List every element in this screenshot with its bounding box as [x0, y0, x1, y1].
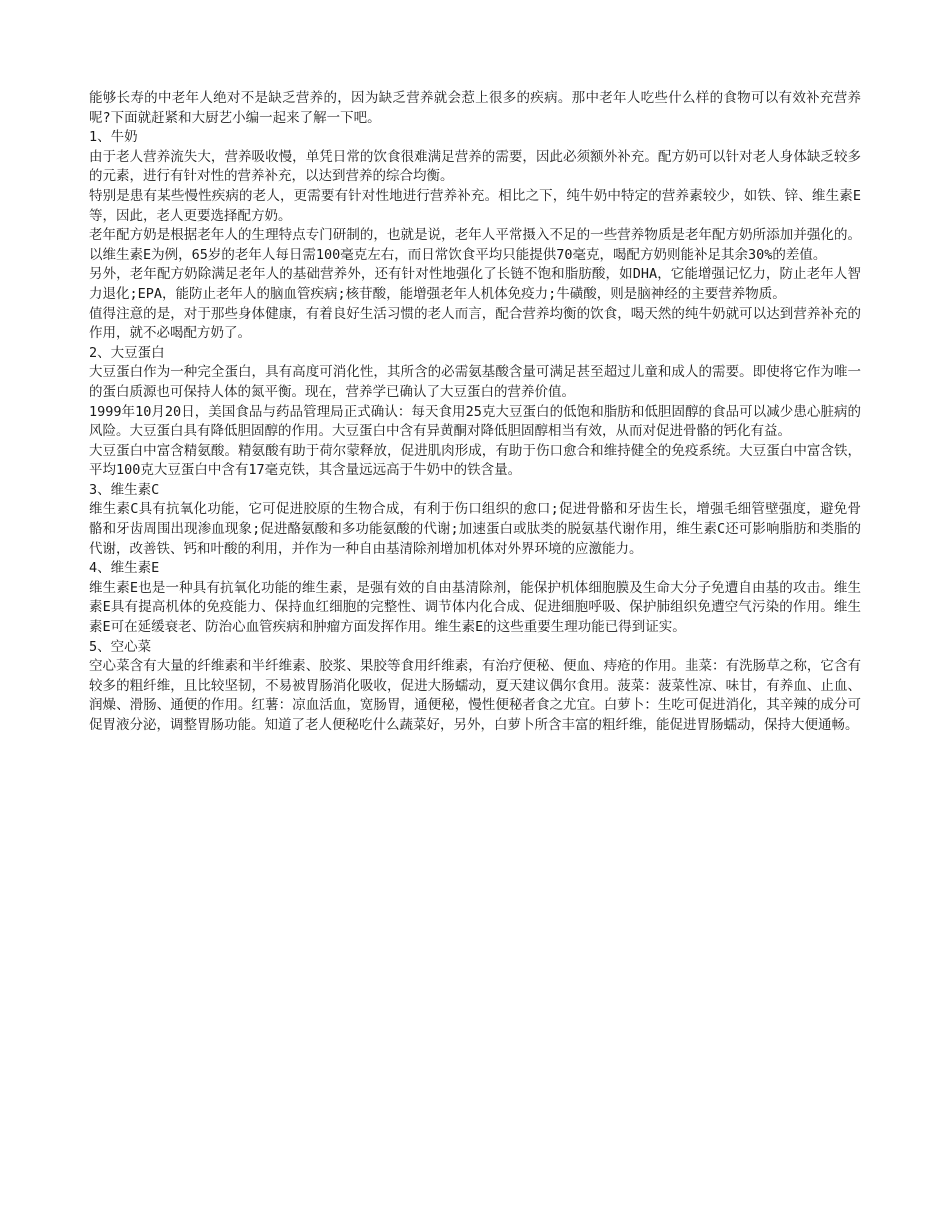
milk-paragraph-1: 由于老人营养流失大，营养吸收慢，单凭日常的饮食很难满足营养的需要，因此必须额外补充。配方奶可以针对老人身体缺乏较多的元素，进行有针对性的营养补充，以达到营养的综合均衡。 [89, 148, 861, 185]
soy-paragraph-3: 大豆蛋白中富含精氨酸。精氨酸有助于荷尔蒙释放，促进肌肉形成，有助于伤口愈合和维持健全的免疫系统。大豆蛋白中富含铁，平均100克大豆蛋白中含有17毫克铁，其含量远远高于牛奶中的铁含量。 [89, 442, 861, 479]
section-heading-vitamin-c: 3、维生素C [89, 481, 160, 498]
milk-paragraph-4: 另外，老年配方奶除满足老年人的基础营养外，还有针对性地强化了长链不饱和脂肪酸，如DHA，它能增强记忆力，防止老年人智力退化;EPA，能防止老年人的脑血管疾病;核苷酸，能增强老年人机体免疫力;牛磺酸，则是脑神经的主要营养物质。 [89, 266, 861, 302]
soy-paragraph-1: 大豆蛋白作为一种完全蛋白，具有高度可消化性，其所含的必需氨基酸含量可满足甚至超过儿童和成人的需要。即使将它作为唯一的蛋白质源也可保持人体的氮平衡。现在，营养学已确认了大豆蛋白的营养价值。 [89, 364, 861, 400]
vitamin-e-paragraph: 维生素E也是一种具有抗氧化功能的维生素，是强有效的自由基清除剂，能保护机体细胞膜及生命大分子免遭自由基的攻击。维生素E具有提高机体的免疫能力、保持血红细胞的完整性、调节体内化合成、促进细胞呼吸、保护肺组织免遭空气污染的作用。维生素E可在延缓衰老、防治心血管疾病和肿瘤方面发挥作用。维生素E的这些重要生理功能已得到证实。 [89, 579, 861, 636]
section-heading-soy-protein: 2、大豆蛋白 [89, 344, 165, 361]
section-heading-vitamin-e: 4、维生素E [89, 560, 160, 577]
soy-paragraph-2: 1999年10月20日，美国食品与药品管理局正式确认：每天食用25克大豆蛋白的低饱和脂肪和低胆固醇的食品可以减少患心脏病的风险。大豆蛋白具有降低胆固醇的作用。大豆蛋白中含有异黄酮对降低胆固醇相当有效，从而对促进骨骼的钙化有益。 [89, 403, 861, 440]
vitamin-c-paragraph: 维生素C具有抗氧化功能，它可促进胶原的生物合成，有利于伤口组织的愈口;促进骨骼和牙齿生长，增强毛细管壁强度，避免骨骼和牙齿周围出现渗血现象;促进酪氨酸和多功能氨酸的代谢;加速蛋白或肽类的脱氨基代谢作用，维生素C还可影响脂肪和类脂的代谢，改善铁、钙和叶酸的利用，并作为一种自由基清除剂增加机体对外界环境的应激能力。 [89, 501, 861, 557]
milk-paragraph-3: 老年配方奶是根据老年人的生理特点专门研制的，也就是说，老年人平常摄入不足的一些营养物质是老年配方奶所添加并强化的。以维生素E为例，65岁的老年人每日需100毫克左右，而日常饮食平均只能提供70毫克，喝配方奶则能补足其余30%的差值。 [89, 227, 861, 263]
section-heading-water-spinach: 5、空心菜 [89, 638, 152, 655]
water-spinach-paragraph: 空心菜含有大量的纤维素和半纤维素、胶浆、果胶等食用纤维素，有治疗便秘、便血、痔疮的作用。韭菜：有洗肠草之称，它含有较多的粗纤维，且比较坚韧，不易被胃肠消化吸收，促进大肠蠕动，夏天建议偶尔食用。菠菜：菠菜性凉、味甘，有养血、止血、润燥、滑肠、通便的作用。红薯：凉血活血，宽肠胃，通便秘，慢性便秘者食之尤宜。白萝卜：生吃可促进消化，其辛辣的成分可促胃液分泌，调整胃肠功能。知道了老人便秘吃什么蔬菜好，另外，白萝卜所含丰富的粗纤维，能促进胃肠蠕动，保持大便通畅。 [89, 658, 861, 733]
section-heading-milk: 1、牛奶 [89, 129, 138, 146]
document-body [89, 89, 861, 736]
milk-paragraph-2: 特别是患有某些慢性疾病的老人，更需要有针对性地进行营养补充。相比之下，纯牛奶中特定的营养素较少，如铁、锌、维生素E等，因此，老人更要选择配方奶。 [89, 187, 861, 224]
milk-paragraph-5: 值得注意的是，对于那些身体健康，有着良好生活习惯的老人而言，配合营养均衡的饮食，喝天然的纯牛奶就可以达到营养补充的作用，就不必喝配方奶了。 [89, 305, 861, 342]
intro-paragraph: 能够长寿的中老年人绝对不是缺乏营养的，因为缺乏营养就会惹上很多的疾病。那中老年人吃些什么样的食物可以有效补充营养呢?下面就赶紧和大厨艺小编一起来了解一下吧。 [89, 90, 861, 126]
